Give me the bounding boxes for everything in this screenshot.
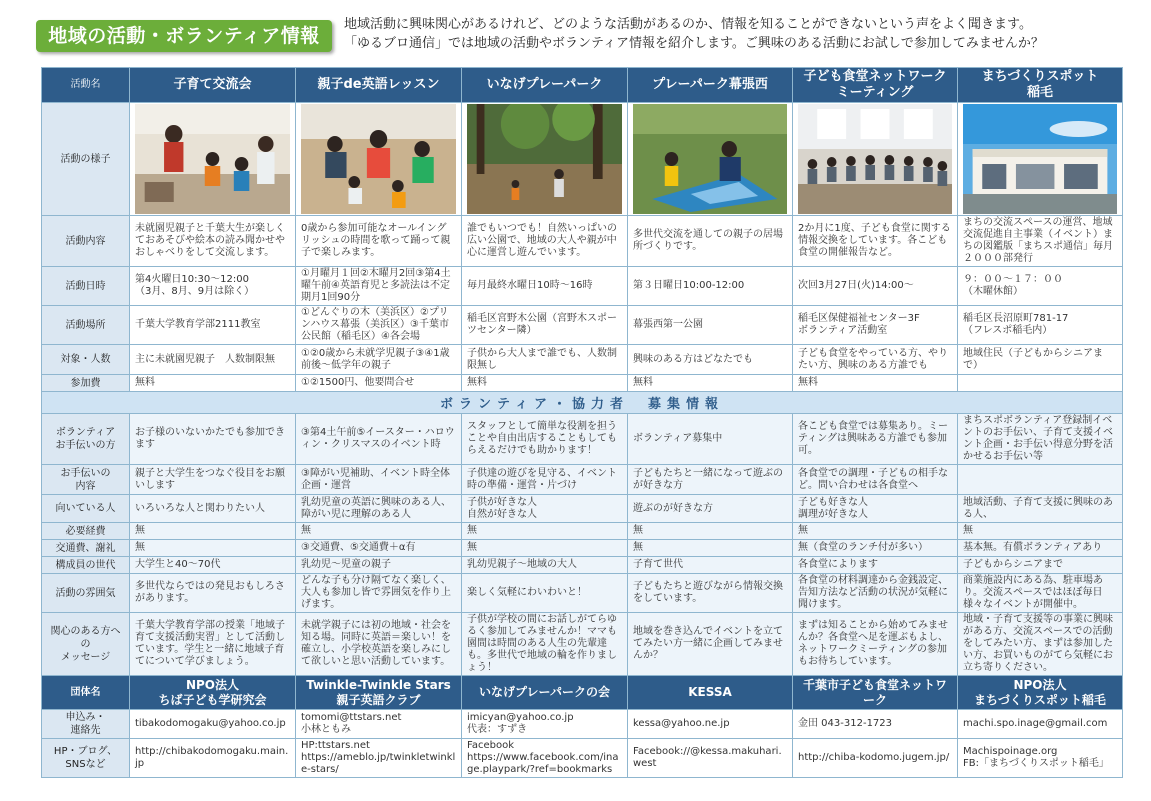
- activity-content: 2か月に1度、子ども食堂に関する情報交換をしています。各こども食堂の開催報告など。: [793, 216, 958, 267]
- contact-phone: 金田 043-312-1723: [793, 710, 958, 739]
- activity-atmosphere: 子どもたちと遊びながら情報交換をしています。: [628, 574, 793, 613]
- hp-link[interactable]: Facebook://@kessa.makuhari.west: [628, 739, 793, 778]
- contact-email[interactable]: tomomi@ttstars.net 小林ともみ: [296, 710, 462, 739]
- activity-target: 主に未就園児親子 人数制限無: [130, 345, 296, 375]
- activity-name: 親子de英語レッスン: [296, 68, 462, 103]
- row-label: お手伝いの 内容: [42, 465, 130, 495]
- photo-machi-spot-building: [963, 104, 1117, 214]
- activity-suited: 乳幼児童の英語に興味のある人、障がい児に理解のある人: [296, 495, 462, 523]
- activity-transport: 無（食堂のランチ付が多い）: [793, 540, 958, 557]
- activity-schedule: 第３日曜日10:00-12:00: [628, 267, 793, 306]
- photo-network-meeting: [798, 104, 952, 214]
- row-transport: [42, 540, 1123, 557]
- activity-generation: 子どもからシニアまで: [958, 557, 1123, 574]
- contact-email[interactable]: kessa@yahoo.ne.jp: [628, 710, 793, 739]
- activity-atmosphere: どんな子も分け隔てなく楽しく、大人も参加し皆で雰囲気を作り上げます。: [296, 574, 462, 613]
- row-name: [42, 68, 1123, 103]
- row-target: [42, 345, 1123, 375]
- activity-cost: 無: [462, 523, 628, 540]
- row-label: 交通費、謝礼: [42, 540, 130, 557]
- row-label: 必要経費: [42, 523, 130, 540]
- activity-name: 子ども食堂ネットワーク ミーティング: [793, 68, 958, 103]
- row-vol-task: [42, 414, 1123, 465]
- group-name: Twinkle-Twinkle Stars 親子英語クラブ: [296, 676, 462, 710]
- activity-schedule: 次回3月27日(火)14:00～: [793, 267, 958, 306]
- group-name: KESSA: [628, 676, 793, 710]
- group-name: NPO法人 まちづくりスポット稲毛: [958, 676, 1123, 710]
- group-name: 千葉市子ども食堂ネットワーク: [793, 676, 958, 710]
- row-label: 対象・人数: [42, 345, 130, 375]
- hp-link[interactable]: http://chibakodomogaku.main.jp: [130, 739, 296, 778]
- row-label: 関心のある方への メッセージ: [42, 613, 130, 676]
- activity-cost: 無: [628, 523, 793, 540]
- intro-line-1: 地域活動に興味関心があるけれど、どのような活動があるのか、情報を知ることができないという声をよく聞きます。: [344, 17, 1032, 32]
- activity-name: まちづくりスポット 稲毛: [958, 68, 1123, 103]
- row-content: [42, 216, 1123, 267]
- activity-vol-task: 各こども食堂では募集あり。ミーティングは興味ある方誰でも参加可。: [793, 414, 958, 465]
- activity-suited: 遊ぶのが好きな方: [628, 495, 793, 523]
- hp-link[interactable]: HP:ttstars.net https://ameblo.jp/twinkletwinkle-stars/: [296, 739, 462, 778]
- activity-schedule: 第4火曜日10:30～12:00 （3月、8月、9月は除く）: [130, 267, 296, 306]
- activity-cost: 無: [130, 523, 296, 540]
- activity-fee: [958, 375, 1123, 392]
- row-label: 活動の様子: [42, 103, 130, 216]
- row-label: 参加費: [42, 375, 130, 392]
- activity-cost: 無: [793, 523, 958, 540]
- activity-fee: 無料: [462, 375, 628, 392]
- photo-cell: [958, 103, 1123, 216]
- activity-content: 多世代交流を通しての親子の居場所づくりです。: [628, 216, 793, 267]
- volunteer-band-title: ボランティア・協力者 募集情報: [42, 392, 1123, 414]
- row-generation: [42, 557, 1123, 574]
- activity-generation: 各食堂によります: [793, 557, 958, 574]
- row-hp: [42, 739, 1123, 778]
- row-message: [42, 613, 1123, 676]
- activity-target: 子ども食堂をやっている方、やりたい方、興味のある方誰でも: [793, 345, 958, 375]
- activity-schedule: ９：００～１７：００ （木曜休館）: [958, 267, 1123, 306]
- row-place: [42, 306, 1123, 345]
- activity-atmosphere: 商業施設内にある為、駐車場あり。交流スペースではほぼ毎日様々なイベントが開催中。: [958, 574, 1123, 613]
- photo-makuhari-park: [633, 104, 787, 214]
- activity-place: 幕張西第一公園: [628, 306, 793, 345]
- activity-name: プレーパーク幕張西: [628, 68, 793, 103]
- row-label: ボランティア お手伝いの方: [42, 414, 130, 465]
- photo-cell: [462, 103, 628, 216]
- activity-table: [41, 67, 1123, 778]
- page-title: 地域の活動・ボランティア情報: [36, 20, 332, 52]
- activity-message: 子供が学校の間にお話しがてらゆるく参加してみませんか！ママも園間は時間のある人生の先輩達も。多世代で地域の輪を作りましょう！: [462, 613, 628, 676]
- activity-vol-task: ボランティア募集中: [628, 414, 793, 465]
- row-label: 申込み・ 連絡先: [42, 710, 130, 739]
- activity-content: まちの交流スペースの運営、地域交流促進自主事業（イベント）まちの図鑑版「まちスポ通信」毎月２０００部発行: [958, 216, 1123, 267]
- activity-generation: 大学生と40～70代: [130, 557, 296, 574]
- activity-help: 各食堂での調理・子どもの相手など。問い合わせは各食堂へ: [793, 465, 958, 495]
- intro-line-2: 「ゆるブロ通信」では地域の活動やボランティア情報を紹介します。ご興味のある活動にお試しで参加してみませんか？: [344, 36, 1044, 51]
- photo-children-playing: [135, 104, 290, 214]
- row-label: 向いている人: [42, 495, 130, 523]
- row-group: [42, 676, 1123, 710]
- group-name: NPO法人 ちば子ども学研究会: [130, 676, 296, 710]
- activity-suited: いろいろな人と関わりたい人: [130, 495, 296, 523]
- row-label: 団体名: [42, 676, 130, 710]
- activity-message: まずは知ることから始めてみませんか？各食堂へ足を運ぶもよし、ネットワークミーティングの参加もお待ちしています。: [793, 613, 958, 676]
- intro-text: [344, 15, 1144, 53]
- row-fee: [42, 375, 1123, 392]
- activity-content: 0歳から参加可能なオールイングリッシュの時間を歌って踊って親子で楽しみます。: [296, 216, 462, 267]
- activity-place: 稲毛区長沼原町781-17 （フレスポ稲毛内）: [958, 306, 1123, 345]
- activity-generation: 乳幼児～児童の親子: [296, 557, 462, 574]
- activity-message: 地域・子育て支援等の事業に興味がある方、交流スペースでの活動をしてみたい方、まずは参加したい方、お買いものがてら気軽にお立ち寄りください。: [958, 613, 1123, 676]
- activity-target: 子供から大人まで誰でも、人数制限無し: [462, 345, 628, 375]
- activity-name: いなげプレーパーク: [462, 68, 628, 103]
- activity-message: 千葉大学教育学部の授業「地域子育て支援活動実習」として活動しています。学生と一緒に地域子育てについて学びましょう。: [130, 613, 296, 676]
- row-label: 活動場所: [42, 306, 130, 345]
- activity-suited: 子ども好きな人 調理が好きな人: [793, 495, 958, 523]
- contact-email[interactable]: tibakodomogaku@yahoo.co.jp: [130, 710, 296, 739]
- activity-vol-task: まちスポボランティア登録制イベントのお手伝い、子育て支援イベント企画・お手伝い得意分野を活かせるお手伝い等: [958, 414, 1123, 465]
- row-label: 活動内容: [42, 216, 130, 267]
- activity-atmosphere: 各食堂の材料調達から金銭設定、告知方法など活動の状況が気軽に聞けます。: [793, 574, 958, 613]
- activity-atmosphere: 多世代ならではの発見おもしろさがあります。: [130, 574, 296, 613]
- contact-email[interactable]: imicyan@yahoo.co.jp 代表：すずき: [462, 710, 628, 739]
- activity-generation: 乳幼児親子～地域の大人: [462, 557, 628, 574]
- activity-fee: 無料: [628, 375, 793, 392]
- activity-cost: 無: [296, 523, 462, 540]
- activity-help: ③障がい児補助、イベント時全体企画・運営: [296, 465, 462, 495]
- row-cost: [42, 523, 1123, 540]
- activity-vol-task: お子様のいないかたでも参加できます: [130, 414, 296, 465]
- activity-place: ①どんぐりの木（美浜区）②プリンハウス幕張（美浜区）③千葉市公民館（稲毛区）④各会場: [296, 306, 462, 345]
- activity-cost: 無: [958, 523, 1123, 540]
- row-label: HP・ブログ、 SNSなど: [42, 739, 130, 778]
- activity-generation: 子育て世代: [628, 557, 793, 574]
- activity-fee: 無料: [793, 375, 958, 392]
- row-suited: [42, 495, 1123, 523]
- row-help: [42, 465, 1123, 495]
- activity-target: 地域住民（子どもからシニアまで）: [958, 345, 1123, 375]
- row-contact: [42, 710, 1123, 739]
- photo-cell: [628, 103, 793, 216]
- activity-message: 未就学親子には初の地域・社会を知る場。同時に英語＝楽しい！を確立し、小学校英語を楽しみにして欲しいと思い活動しています。: [296, 613, 462, 676]
- photo-cell: [296, 103, 462, 216]
- activity-content: 未就園児親子と千葉大生が楽しくておあそびや絵本の読み聞かせやおしゃべりをして交流します。: [130, 216, 296, 267]
- activity-help: 親子と大学生をつなぐ役目をお願いします: [130, 465, 296, 495]
- activity-transport: 無: [628, 540, 793, 557]
- activity-help: 子供達の遊びを見守る、イベント時の準備・運営・片づけ: [462, 465, 628, 495]
- row-label: 活動の雰囲気: [42, 574, 130, 613]
- hp-link[interactable]: http://chiba-kodomo.jugem.jp/: [793, 739, 958, 778]
- activity-transport: ③交通費、⑤交通費＋α有: [296, 540, 462, 557]
- photo-english-lesson: [301, 104, 456, 214]
- row-label: 活動名: [42, 68, 130, 103]
- activity-vol-task: ③第4土午前⑤イースター・ハロウィン・クリスマスのイベント時: [296, 414, 462, 465]
- activity-vol-task: スタッフとして簡単な役割を担うことや自由出店することもしてもらえるだけでも助かります！: [462, 414, 628, 465]
- activity-content: 誰でもいつでも！自然いっぱいの広い公園で、地域の大人や親が中心に運営し遊んでいます。: [462, 216, 628, 267]
- row-schedule: [42, 267, 1123, 306]
- photo-cell: [793, 103, 958, 216]
- photo-play-park: [467, 104, 622, 214]
- activity-schedule: ①月曜月１回②木曜月2回③第4土曜午前④英語育児と多読法は不定期月1回90分: [296, 267, 462, 306]
- activity-help: 子どもたちと一緒になって遊ぶのが好きな方: [628, 465, 793, 495]
- activity-help: [958, 465, 1123, 495]
- row-photo: [42, 103, 1123, 216]
- activity-place: 千葉大学教育学部2111教室: [130, 306, 296, 345]
- hp-link[interactable]: Machispoinage.org FB:「まちづくりスポット稲毛」: [958, 739, 1123, 778]
- row-atmosphere: [42, 574, 1123, 613]
- activity-target: ①②0歳から未就学児親子③④1歳前後～低学年の親子: [296, 345, 462, 375]
- activity-message: 地域を巻き込んでイベントを立ててみたい方一緒に企画してみませんか？: [628, 613, 793, 676]
- activity-target: 興味のある方はどなたでも: [628, 345, 793, 375]
- activity-place: 稲毛区保健福祉センター3F ボランティア活動室: [793, 306, 958, 345]
- photo-cell: [130, 103, 296, 216]
- activity-place: 稲毛区宮野木公園（宮野木スポーツセンター隣）: [462, 306, 628, 345]
- volunteer-band: [42, 392, 1123, 414]
- row-label: 活動日時: [42, 267, 130, 306]
- hp-link[interactable]: Facebook https://www.facebook.com/inage.playpark/?ref=bookmarks: [462, 739, 628, 778]
- activity-fee: ①②1500円、他要問合せ: [296, 375, 462, 392]
- activity-transport: 無: [462, 540, 628, 557]
- activity-suited: 地域活動、子育て支援に興味のある人、: [958, 495, 1123, 523]
- row-label: 構成員の世代: [42, 557, 130, 574]
- activity-transport: 無: [130, 540, 296, 557]
- activity-suited: 子供が好きな人 自然が好きな人: [462, 495, 628, 523]
- activity-name: 子育て交流会: [130, 68, 296, 103]
- activity-fee: 無料: [130, 375, 296, 392]
- activity-schedule: 毎月最終水曜日10時～16時: [462, 267, 628, 306]
- activity-atmosphere: 楽しく気軽にわいわいと！: [462, 574, 628, 613]
- group-name: いなげプレーパークの会: [462, 676, 628, 710]
- contact-email[interactable]: machi.spo.inage@gmail.com: [958, 710, 1123, 739]
- activity-transport: 基本無。有償ボランティアあり: [958, 540, 1123, 557]
